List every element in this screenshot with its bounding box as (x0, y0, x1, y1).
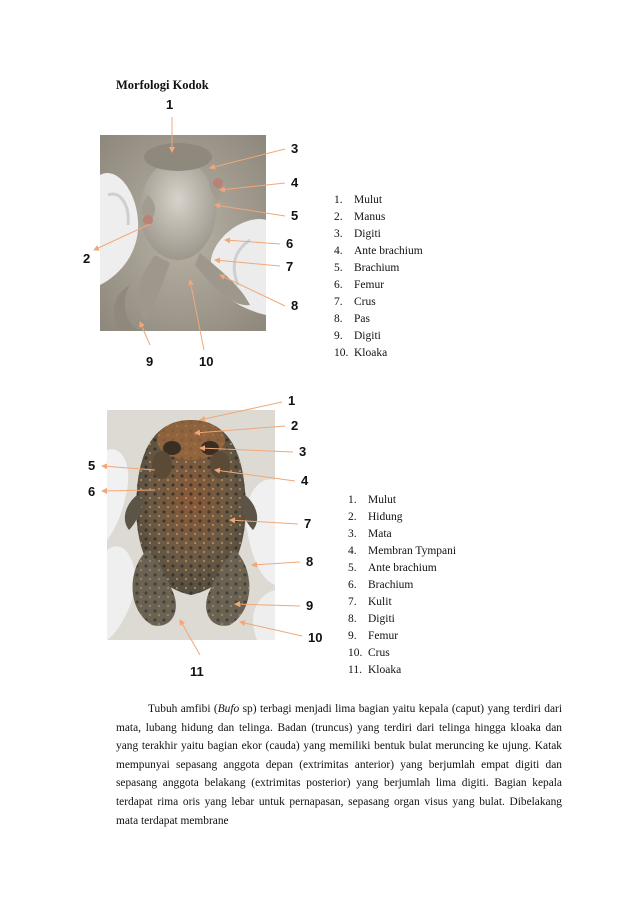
callout-4: 4 (291, 175, 299, 190)
legend-item: 2. Hidung (348, 511, 403, 523)
legend-item: 10. Crus (348, 647, 390, 659)
legend-item: 6. Femur (334, 279, 385, 291)
legend-item: 10. Kloaka (334, 347, 388, 359)
callout-1: 1 (288, 393, 296, 408)
callout-7: 7 (286, 259, 294, 274)
legend-item: 8. Pas (334, 313, 370, 325)
callout-8: 8 (306, 554, 314, 569)
legend-item: 5. Brachium (334, 262, 400, 274)
callout-6: 6 (88, 484, 96, 499)
body-paragraph: Tubuh amfibi (Bufo sp) terbagi menjadi lima bagian yaitu kepala (caput) yang terdiri dari mata, lubang hidung dan telinga. Badan (truncus) yang terdiri dari telinga hingga kloaka dan yang terakhir yaitu bagian ekor (cauda) yang memiliki bentuk bulat meruncing ke ujung. Katak mempunyai sepasang anggota depan (extrimitas anterior) yang berjumlah empat digiti dan sepasang anggota belakang (extrimitas posterior) yang berjumlah lima digiti. Bagian kepala terdapat rima oris yang lebar untuk pernapasan, sepasang organ visus yang bulat. Dibelakang mata terdapat membrane (116, 703, 562, 827)
callout-3: 3 (291, 141, 299, 156)
callout-10: 10 (199, 354, 214, 369)
callout-1: 1 (166, 97, 174, 112)
callout-3: 3 (299, 444, 307, 459)
callout-9: 9 (146, 354, 154, 369)
legend-item: 2. Manus (334, 211, 386, 223)
callout-4: 4 (301, 473, 309, 488)
legend-item: 1. Mulut (348, 494, 397, 506)
page-title: Morfologi Kodok (116, 78, 209, 92)
legend-item: 1. Mulut (334, 194, 383, 206)
callout-11: 11 (190, 664, 204, 679)
legend-item: 3. Mata (348, 528, 392, 540)
legend-item: 3. Digiti (334, 228, 381, 240)
legend-item: 9. Femur (348, 630, 399, 642)
legend-item: 11. Kloaka (348, 664, 402, 676)
callout-8: 8 (291, 298, 299, 313)
species-name: Bufo (217, 703, 240, 715)
callout-2: 2 (291, 418, 299, 433)
legend-item: 5. Ante brachium (348, 562, 437, 574)
frog-dorsal-photo (107, 410, 275, 640)
callout-6: 6 (286, 236, 294, 251)
legend-dorsal (348, 492, 456, 679)
callout-9: 9 (306, 598, 314, 613)
legend-item: 8. Digiti (348, 613, 395, 625)
callout-5: 5 (291, 208, 299, 223)
callout-5: 5 (88, 458, 96, 473)
callout-7: 7 (304, 516, 312, 531)
legend-item: 4. Ante brachium (334, 245, 423, 257)
legend-item: 9. Digiti (334, 330, 381, 342)
callout-10: 10 (308, 630, 323, 645)
legend-item: 7. Kulit (348, 596, 392, 608)
frog-ventral-photo (100, 135, 266, 331)
legend-item: 7. Crus (334, 296, 376, 308)
legend-item: 4. Membran Tympani (348, 545, 457, 557)
legend-ventral (334, 192, 423, 362)
legend-item: 6. Brachium (348, 579, 414, 591)
callout-2: 2 (83, 251, 91, 266)
